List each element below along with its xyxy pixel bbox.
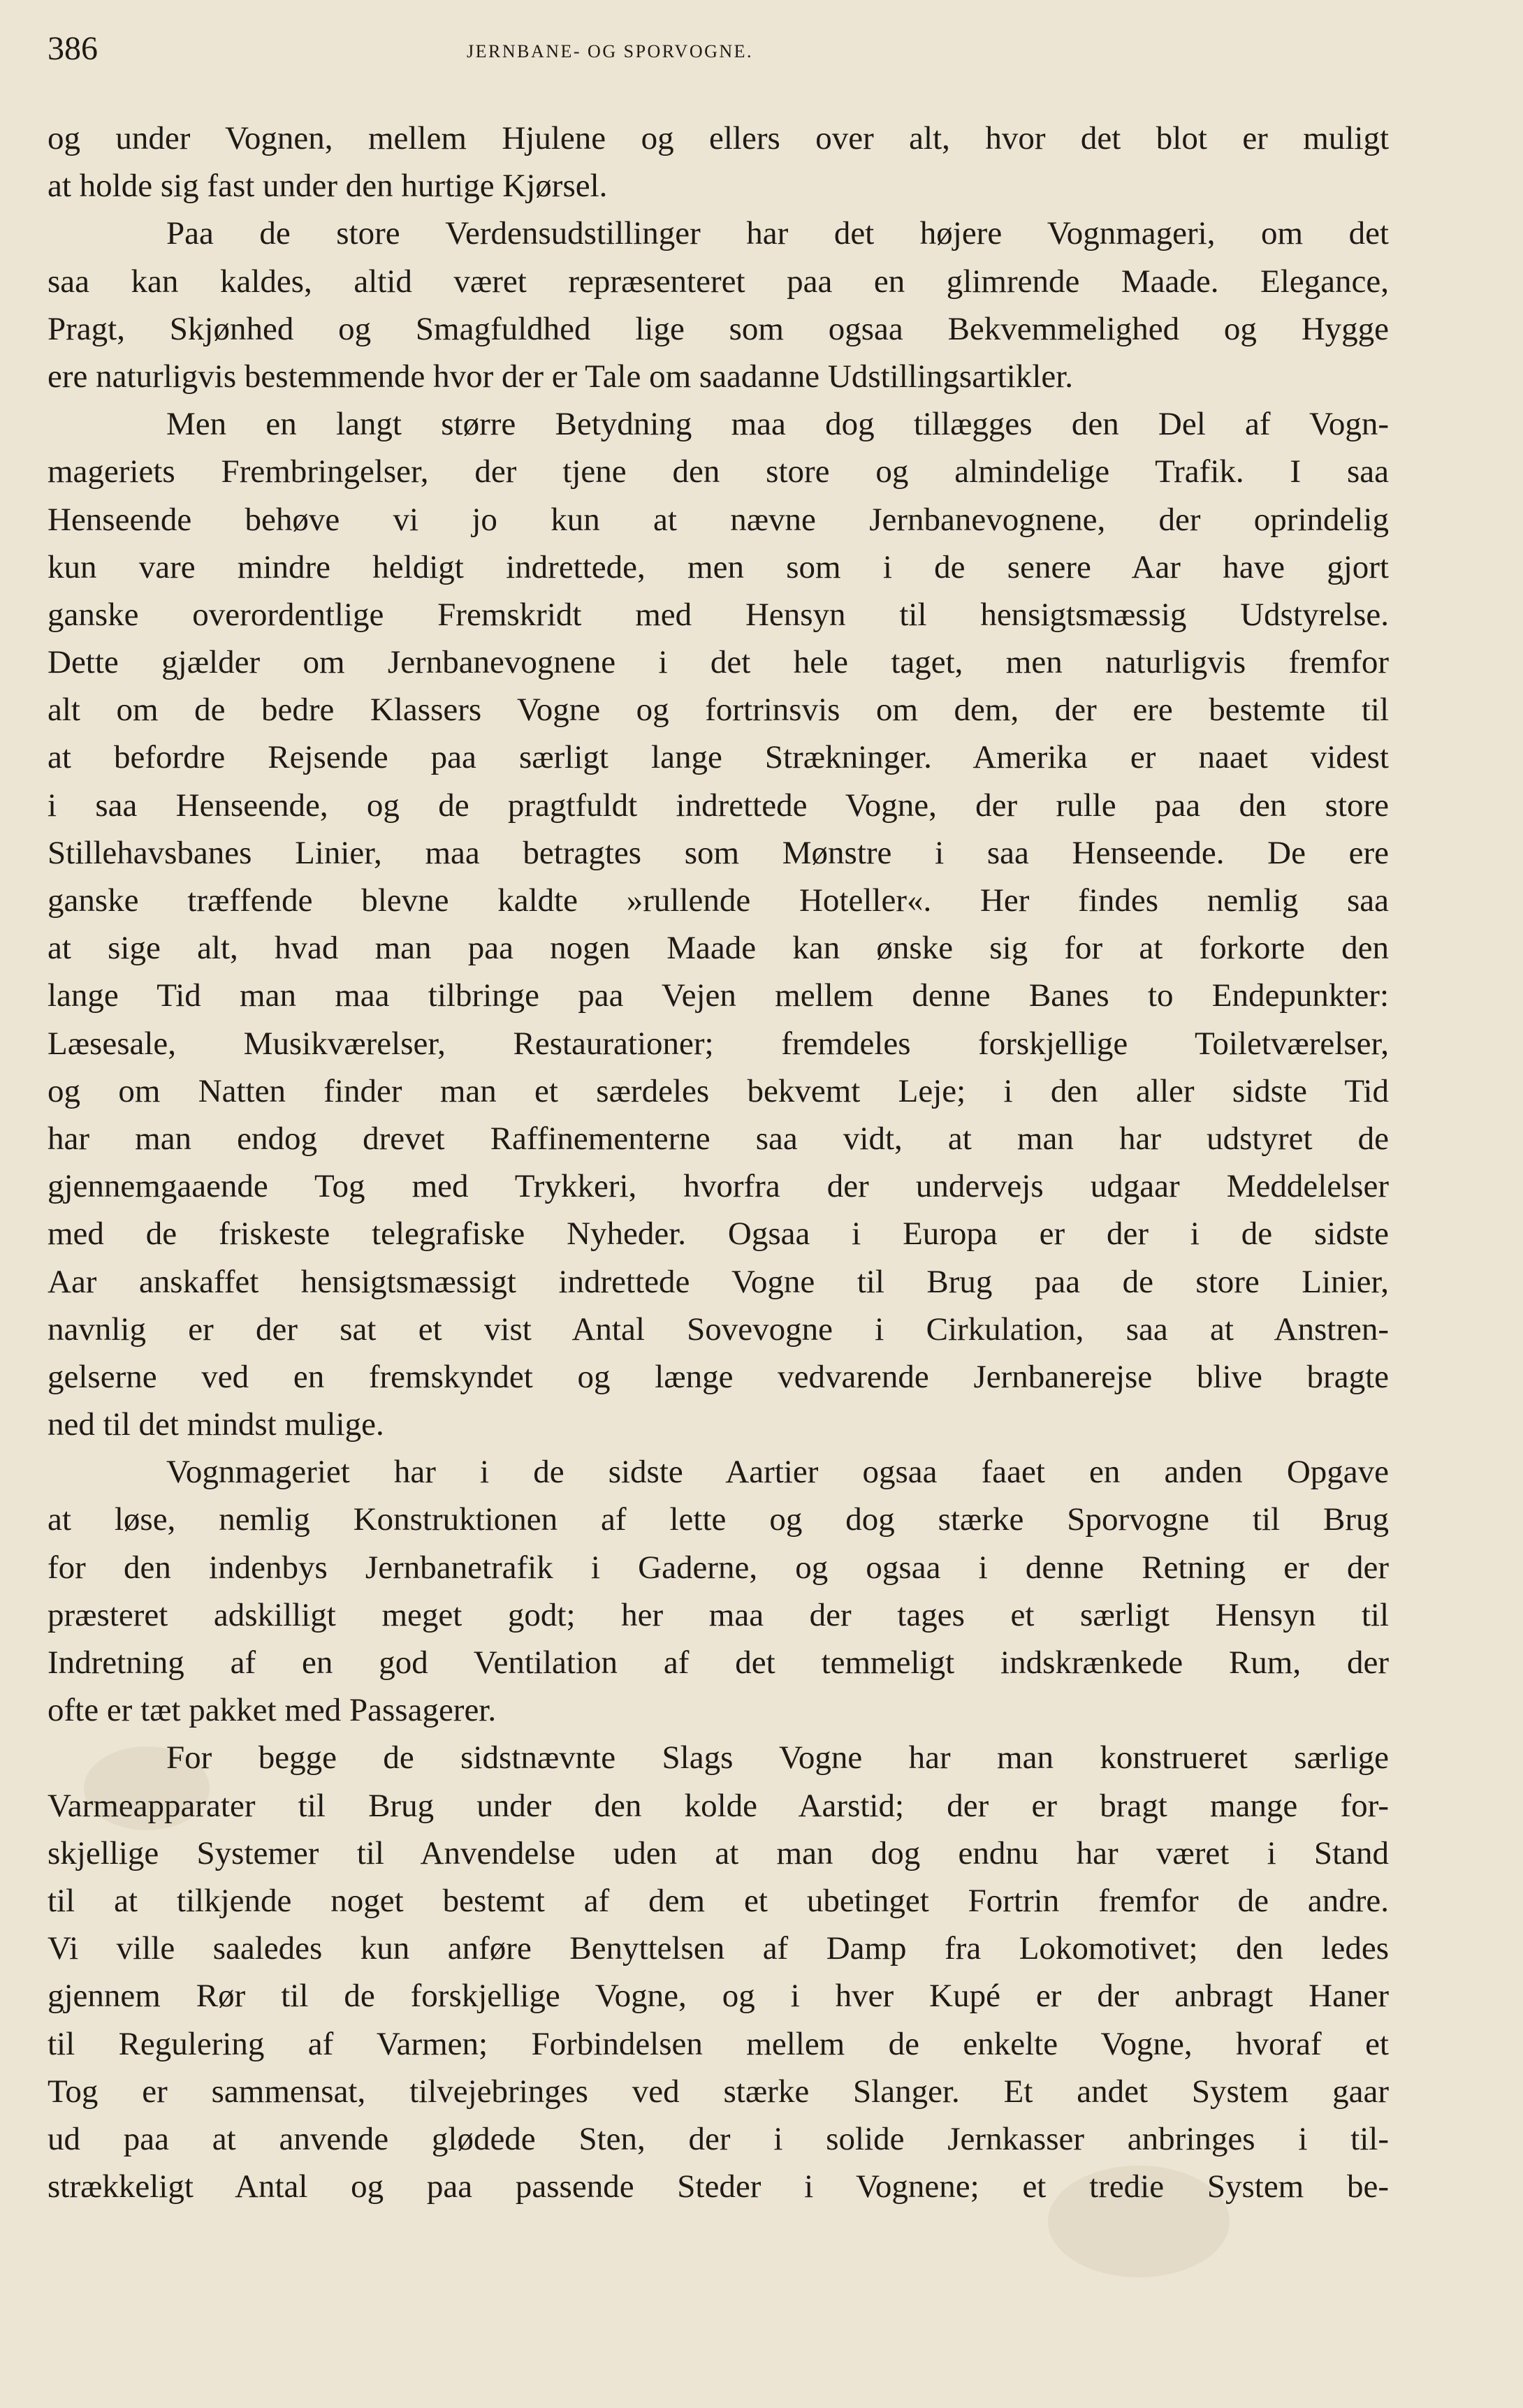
text-line: gjennem Rør til de forskjellige Vogne, og i hver Kupé er der anbragt Haner <box>48 1978 1389 2015</box>
text-line: at holde sig fast under den hurtige Kjørsel. <box>48 168 608 205</box>
text-line: for den indenbys Jernbanetrafik i Gaderne, og ogsaa i denne Retning er der <box>48 1549 1389 1586</box>
text-line: gjennemgaaende Tog med Trykkeri, hvorfra der undervejs udgaar Meddelelser <box>48 1168 1389 1205</box>
text-line: præsteret adskilligt meget godt; her maa der tages et særligt Hensyn til <box>48 1596 1389 1633</box>
text-line: navnlig er der sat et vist Antal Sovevogne i Cirkulation, saa at Anstren- <box>48 1311 1389 1348</box>
text-line: ofte er tæt pakket med Passagerer. <box>48 1692 497 1729</box>
text-line: at sige alt, hvad man paa nogen Maade kan ønske sig for at forkorte den <box>48 930 1389 967</box>
text-line: ganske træffende blevne kaldte »rullende Hoteller«. Her findes nemlig saa <box>48 882 1389 919</box>
text-line: Vi ville saaledes kun anføre Benyttelsen af Damp fra Lokomotivet; den ledes <box>48 1930 1389 1967</box>
text-line: Indretning af en god Ventilation af det temmeligt indskrænkede Rum, der <box>48 1644 1389 1681</box>
text-line: og under Vognen, mellem Hjulene og ellers over alt, hvor det blot er muligt <box>48 120 1389 156</box>
text-line: ned til det mindst mulige. <box>48 1406 384 1443</box>
text-line: gelserne ved en fremskyndet og længe vedvarende Jernbanerejse blive bragte <box>48 1358 1389 1395</box>
text-line: ganske overordentlige Fremskridt med Hensyn til hensigtsmæssig Udstyrelse. <box>48 596 1389 633</box>
text-line: at befordre Rejsende paa særligt lange Strækninger. Amerika er naaet videst <box>48 739 1389 776</box>
text-line: Varmeapparater til Brug under den kolde Aarstid; der er bragt mange for- <box>48 1787 1389 1824</box>
text-line: kun vare mindre heldigt indrettede, men som i de senere Aar have gjort <box>48 548 1389 585</box>
page-number: 386 <box>48 30 98 67</box>
body-text <box>48 115 1389 2210</box>
text-line: Læsesale, Musikværelser, Restaurationer; fremdeles forskjellige Toiletværelser, <box>48 1025 1389 1062</box>
text-line: med de friskeste telegrafiske Nyheder. Ogsaa i Europa er der i de sidste <box>48 1216 1389 1253</box>
text-line: Aar anskaffet hensigtsmæssigt indrettede Vogne til Brug paa de store Linier, <box>48 1263 1389 1300</box>
text-line: mageriets Frembringelser, der tjene den store og almindelige Trafik. I saa <box>48 453 1389 490</box>
running-title: JERNBANE- OG SPORVOGNE. <box>467 41 754 61</box>
text-line: Vognmageriet har i de sidste Aartier ogsaa faaet en anden Opgave <box>166 1454 1389 1491</box>
text-line: strækkeligt Antal og paa passende Steder i Vognene; et tredie System be- <box>48 2168 1389 2205</box>
text-line: lange Tid man maa tilbringe paa Vejen mellem denne Banes to Endepunkter: <box>48 977 1389 1014</box>
text-line: Stillehavsbanes Linier, maa betragtes som Mønstre i saa Henseende. De ere <box>48 834 1389 871</box>
text-line: til Regulering af Varmen; Forbindelsen mellem de enkelte Vogne, hvoraf et <box>48 2025 1389 2062</box>
text-line: For begge de sidstnævnte Slags Vogne har man konstrueret særlige <box>166 1739 1389 1776</box>
text-line: ere naturligvis bestemmende hvor der er Tale om saadanne Udstillingsartikler. <box>48 358 1074 395</box>
text-line: skjellige Systemer til Anvendelse uden at man dog endnu har været i Stand <box>48 1834 1389 1871</box>
text-line: Tog er sammensat, tilvejebringes ved stærke Slanger. Et andet System gaar <box>48 2073 1389 2110</box>
text-line: alt om de bedre Klassers Vogne og fortrinsvis om dem, der ere bestemte til <box>48 692 1389 729</box>
text-line: ud paa at anvende glødede Sten, der i solide Jernkasser anbringes i til- <box>48 2120 1389 2157</box>
text-line: saa kan kaldes, altid været repræsenteret paa en glimrende Maade. Elegance, <box>48 263 1389 300</box>
text-line: Paa de store Verdensudstillinger har det højere Vognmageri, om det <box>166 215 1389 252</box>
text-line: Henseende behøve vi jo kun at nævne Jernbanevognene, der oprindelig <box>48 501 1389 538</box>
text-line: og om Natten finder man et særdeles bekvemt Leje; i den aller sidste Tid <box>48 1072 1389 1109</box>
text-line: Pragt, Skjønhed og Smagfuldhed lige som ogsaa Bekvemmelighed og Hygge <box>48 310 1389 347</box>
text-line: til at tilkjende noget bestemt af dem et ubetinget Fortrin fremfor de andre. <box>48 1882 1389 1919</box>
text-line: at løse, nemlig Konstruktionen af lette og dog stærke Sporvogne til Brug <box>48 1501 1389 1538</box>
page-header <box>48 28 1389 77</box>
text-line: Men en langt større Betydning maa dog tillægges den Del af Vogn- <box>166 406 1389 443</box>
text-line: Dette gjælder om Jernbanevognene i det hele taget, men naturligvis fremfor <box>48 644 1389 681</box>
text-line: i saa Henseende, og de pragtfuldt indrettede Vogne, der rulle paa den store <box>48 787 1389 824</box>
text-line: har man endog drevet Raffinementerne saa vidt, at man har udstyret de <box>48 1120 1389 1157</box>
